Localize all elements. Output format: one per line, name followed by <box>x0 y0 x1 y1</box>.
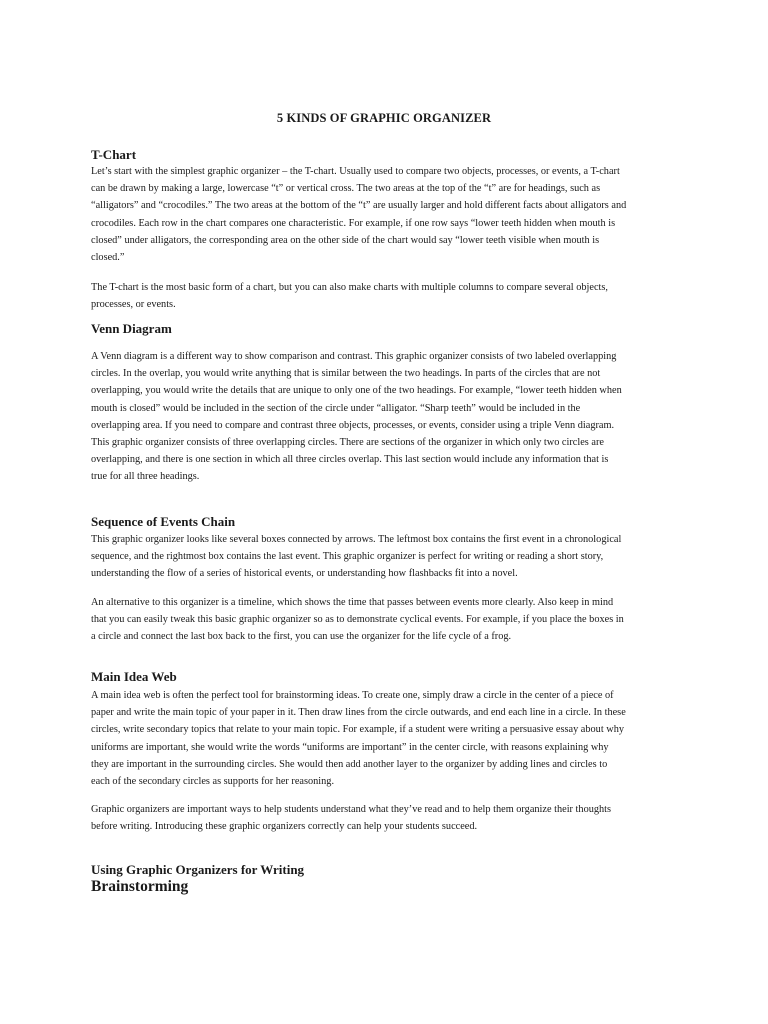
text-line: mouth is closed” would be included in the section of the circle under “alligator. “Sharp teeth” would be included in the <box>91 402 581 414</box>
text-line: This graphic organizer looks like several boxes connected by arrows. The leftmost box contains the first event in a chronological <box>91 534 622 545</box>
text-line: paper and write the main topic of your paper in it. Then draw lines from the circle outwards, and end each line in a circle. In these <box>91 707 626 719</box>
text-line: The T-chart is the most basic form of a chart, but you can also make charts with multiple columns to compare several objects, <box>91 282 608 293</box>
paragraph <box>91 594 691 646</box>
text-line: A main idea web is often the perfect tool for brainstorming ideas. To create one, simply draw a circle in the center of a piece of <box>91 690 614 701</box>
section-heading-using-graphic-organizers: Using Graphic Organizers for Writing <box>91 862 305 877</box>
text-line: This graphic organizer consists of three overlapping circles. There are sections of the organizer in which only two circles are <box>91 437 604 449</box>
paragraph <box>91 531 691 583</box>
section-heading-sequence-of-events-chain: Sequence of Events Chain <box>91 514 236 529</box>
section-heading-t-chart: T-Chart <box>91 147 137 162</box>
text-line: circles. In the overlap, you would write anything that is similar between the two headings. In parts of the circles that are not <box>91 368 601 380</box>
text-line: closed.” <box>91 252 125 264</box>
text-line: sequence, and the rightmost box contains the last event. This graphic organizer is perfect for writing or reading a short story, <box>91 551 604 563</box>
text-line: understanding the flow of a series of historical events, or understanding how flashbacks fit into a novel. <box>91 568 518 580</box>
section-heading-main-idea-web: Main Idea Web <box>91 669 177 684</box>
text-line: overlapping, and there is one section in which all three circles overlap. This last section would include any information that is <box>91 454 609 466</box>
text-line: before writing. Introducing these graphic organizers correctly can help your students succeed. <box>91 821 478 833</box>
section-heading-venn-diagram: Venn Diagram <box>91 321 172 336</box>
text-line: a circle and connect the last box back to the first, you can use the organizer for the life cycle of a frog. <box>91 631 512 643</box>
text-line: they are important in the surrounding circles. She would then add another layer to the organizer by adding lines and circles to <box>91 758 608 770</box>
text-line: overlapping, you would write the details that are unique to only one of the two headings. For example, “lower teeth hidden when <box>91 385 622 397</box>
paragraph <box>91 279 691 313</box>
text-line: closed” under alligators, the corresponding area on the other side of the chart would say “lower teeth visible when mouth is <box>91 234 600 246</box>
text-line: overlapping area. If you need to compare and contrast three objects, processes, or events, consider using a triple Venn diagram. <box>91 419 615 431</box>
paragraph <box>91 687 691 790</box>
text-line: An alternative to this organizer is a timeline, which shows the time that passes between events more clearly. Also keep in mind <box>91 597 614 608</box>
text-line: A Venn diagram is a different way to show comparison and contrast. This graphic organizer consists of two labeled overlapping <box>91 351 617 362</box>
paragraph <box>91 801 691 835</box>
text-line: each of the secondary circles as supports for her reasoning. <box>91 776 335 788</box>
text-line: uniforms are important, she would write the words “uniforms are important” in the center circle, with reasons explaining why <box>91 741 609 753</box>
text-line: true for all three headings. <box>91 471 200 483</box>
text-line: that you can easily tweak this basic graphic organizer so as to demonstrate cyclical events. For example, if you place the boxes in <box>91 614 624 626</box>
text-line: Graphic organizers are important ways to help students understand what they’ve read and to help them organize their thoughts <box>91 804 612 815</box>
document-title: 5 KINDS OF GRAPHIC ORGANIZER <box>276 111 492 125</box>
text-line: can be drawn by making a large, lowercase “t” or vertical cross. The two areas at the top of the “t” are for headings, such as <box>91 183 601 195</box>
text-line: crocodiles. Each row in the chart compares one characteristic. For example, if one row says “lower teeth hidden when mouth is <box>91 217 616 229</box>
text-line: “alligators” and “crocodiles.” The two areas at the bottom of the “t” are usually larger and hold different facts about alligators and <box>91 200 627 212</box>
paragraph <box>91 163 691 266</box>
section-heading-brainstorming: Brainstorming <box>91 878 189 895</box>
text-line: circles, write secondary topics that relate to your main topic. For example, if a student were writing a persuasive essay about why <box>91 724 624 736</box>
text-line: Let’s start with the simplest graphic organizer – the T-chart. Usually used to compare two objects, processes, or events, a T-chart <box>91 166 620 177</box>
text-line: processes, or events. <box>91 299 176 311</box>
paragraph <box>91 348 691 486</box>
